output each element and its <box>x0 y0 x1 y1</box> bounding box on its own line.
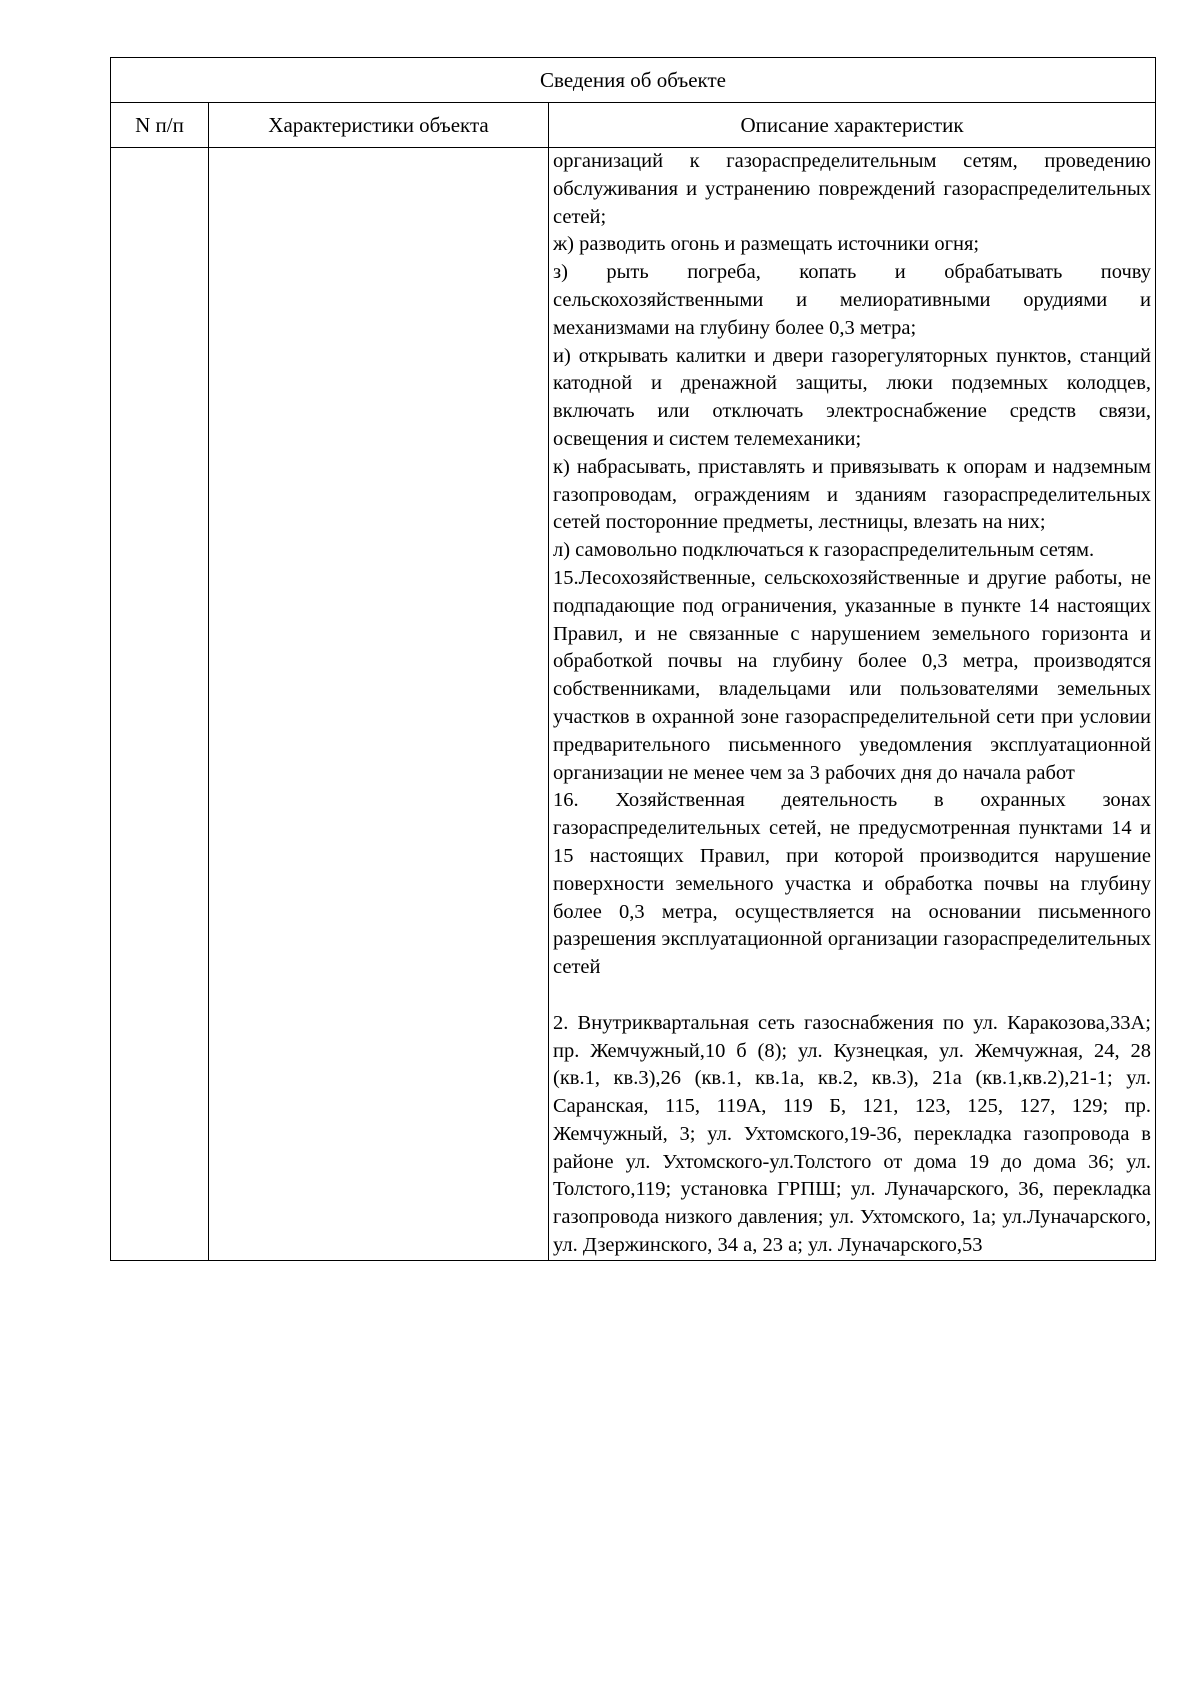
paragraph: з) рыть погреба, копать и обрабатывать почву сельскохозяйственными и мелиоративными орудиями и механизмами на глубину более 0,3 метра; <box>553 261 1151 339</box>
table-row <box>111 148 1156 1261</box>
paragraph: организаций к газораспределительным сетям, проведению обслуживания и устранению повреждений газораспределительных сетей; <box>553 150 1151 228</box>
paragraph: ж) разводить огонь и размещать источники огня; <box>553 233 980 256</box>
paragraph: 15.Лесохозяйственные, сельскохозяйственные и другие работы, не подпадающие под ограничения, указанные в пункте 14 настоящих Правил, и не связанные с нарушением земельного горизонта и обработкой почвы на глубину более 0,3 метра, производятся собственниками, владельцами или пользователями земельных участков в охранной зоне газораспределительной сети при условии предварительного письменного уведомления эксплуатационной организации не менее чем за 3 рабочих дня до начала работ <box>553 566 1151 784</box>
table-title: Сведения об объекте <box>111 58 1156 103</box>
header-characteristics: Характеристики объекта <box>209 103 549 148</box>
cell-num <box>111 148 209 1261</box>
header-description: Описание характеристик <box>549 103 1156 148</box>
object-info-table <box>110 57 1156 1261</box>
paragraph: и) открывать калитки и двери газорегуляторных пунктов, станций катодной и дренажной защиты, люки подземных колодцев, включать или отключать электроснабжение средств связи, освещения и систем телемеханики; <box>553 344 1151 450</box>
table-header-row <box>111 103 1156 148</box>
paragraph: 16. Хозяйственная деятельность в охранных зонах газораспределительных сетей, не предусмотренная пунктами 14 и 15 настоящих Правил, при которой производится нарушение поверхности земельного участка и обработка почвы на глубину более 0,3 метра, осуществляется на основании письменного разрешения эксплуатационной организации газораспределительных сетей <box>553 789 1151 979</box>
table-title-row <box>111 58 1156 103</box>
section-2-paragraph: 2. Внутриквартальная сеть газоснабжения по ул. Каракозова,33А; пр. Жемчужный,10 б (8); ул. Кузнецкая, ул. Жемчужная, 24, 28 (кв.1, кв.3),26 (кв.1, кв.1а, кв.2, кв.3), 21а (кв.1,кв.2),21-1; ул. Саранская, 115, 119А, 119 Б, 121, 123, 125, 127, 129; пр. Жемчужный, 3; ул. Ухтомского,19-36, перекладка газопровода в районе ул. Ухтомского-ул.Толстого от дома 19 до дома 36; ул. Толстого,119; установка ГРПШ; ул. Луначарского, 36, перекладка газопровода низкого давления; ул. Ухтомского, 1а; ул.Луначарского, ул. Дзержинского, 34 а, 23 а; ул. Луначарского,53 <box>553 1011 1151 1257</box>
cell-characteristics <box>209 148 549 1261</box>
header-num: N п/п <box>111 103 209 148</box>
cell-description <box>549 148 1156 1261</box>
paragraph: л) самовольно подключаться к газораспределительным сетям. <box>553 539 1095 562</box>
paragraph-spacer <box>553 982 1151 1010</box>
paragraph: к) набрасывать, приставлять и привязывать к опорам и надземным газопроводам, ограждениям и зданиям газораспределительных сетей посторонние предметы, лестницы, влезать на них; <box>553 455 1151 534</box>
